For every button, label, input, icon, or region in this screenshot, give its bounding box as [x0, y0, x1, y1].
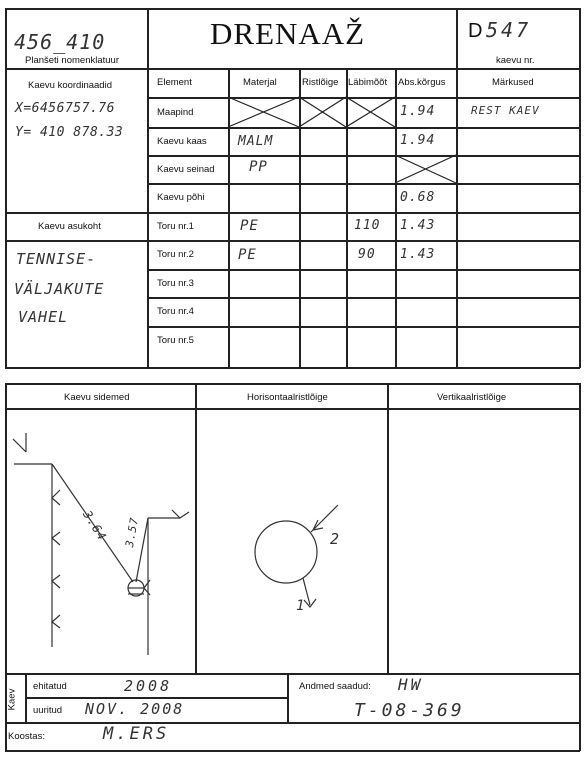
sketch-header-horizontal: Horisontaalristlõige — [247, 392, 328, 403]
location-line-2: VÄLJAKUTE — [14, 280, 105, 298]
row-element-1: Kaevu kaas — [157, 136, 207, 147]
row-material-4: PE — [240, 218, 259, 234]
footer-side-divider — [25, 673, 27, 722]
footer-mid-line — [25, 697, 287, 699]
row-material-1: MALM — [238, 134, 274, 149]
col-header-abs: Abs.kõrgus — [398, 77, 446, 88]
built-label: ehitatud — [33, 681, 67, 692]
compiled-label: Koostas: — [8, 731, 45, 742]
location-line-1: TENNISE- — [16, 250, 97, 268]
row-diameter-5: 90 — [358, 247, 376, 262]
row-element-6: Toru nr.3 — [157, 278, 194, 289]
row-abs-5: 1.43 — [400, 247, 436, 262]
row-element-0: Maapind — [157, 107, 194, 118]
well-number-value: 547 — [486, 18, 532, 42]
row-material-5: PE — [238, 247, 257, 263]
data-source-label: Andmed saadud: — [299, 681, 371, 692]
page-title: DRENAAŽ — [210, 16, 366, 51]
well-number-prefix: D — [468, 20, 483, 42]
footer-bottom-line — [5, 750, 580, 752]
sketch-header-vertical: Vertikaalristlõige — [437, 392, 507, 403]
coordinate-x: X=6456757.76 — [15, 101, 115, 116]
row-element-5: Toru nr.2 — [157, 249, 194, 260]
row-abs-4: 1.43 — [400, 218, 436, 233]
data-source-value-2: T-08-369 — [354, 700, 465, 721]
nomenclature-value: 456_410 — [14, 30, 106, 54]
row-element-2: Kaevu seinad — [157, 164, 215, 175]
built-value: 2008 — [124, 677, 173, 695]
footer-compiled-line — [5, 722, 580, 724]
row-element-8: Toru nr.5 — [157, 335, 194, 346]
data-source-value-1: HW — [398, 675, 424, 694]
row-element-7: Toru nr.4 — [157, 306, 194, 317]
col-header-notes: Märkused — [492, 77, 534, 88]
row-material-2: PP — [249, 159, 268, 175]
row-element-4: Toru nr.1 — [157, 221, 194, 232]
footer-side-label: Kaev — [6, 688, 18, 711]
row-abs-1: 1.94 — [400, 133, 436, 148]
row-abs-3: 0.68 — [400, 190, 436, 205]
sketch-header-connections: Kaevu sidemed — [64, 392, 130, 403]
coordinates-label: Kaevu koordinaadid — [28, 80, 112, 91]
footer-top-line — [5, 673, 580, 675]
compiled-value: M.ERS — [103, 724, 170, 744]
row-element-3: Kaevu põhi — [157, 192, 205, 203]
pipe-label-2: 2 — [330, 530, 341, 548]
footer-middle-divider — [287, 673, 289, 722]
col-header-cross: Ristlõige — [302, 77, 339, 88]
coordinate-y: Y= 410 878.33 — [15, 125, 124, 140]
col-header-diameter: Läbimõõt — [348, 77, 388, 88]
row-abs-0: 1.94 — [400, 104, 436, 119]
well-number-label: kaevu nr. — [496, 55, 535, 66]
label-length-2: 3.57 — [123, 515, 142, 549]
measured-value: NOV. 2008 — [85, 700, 185, 718]
pipe-label-1: 1 — [296, 598, 306, 614]
row-notes-0: REST KAEV — [471, 104, 540, 117]
label-length-1: 3.64 — [80, 508, 110, 544]
measured-label: uuritud — [33, 705, 63, 716]
location-label: Kaevu asukoht — [38, 221, 101, 232]
col-header-material: Materjal — [243, 77, 277, 88]
col-header-element: Element — [157, 77, 192, 88]
nomenclature-label: Planšeti nomenklatuur — [25, 55, 119, 66]
location-line-3: VAHEL — [18, 308, 69, 326]
row-diameter-4: 110 — [354, 218, 381, 233]
